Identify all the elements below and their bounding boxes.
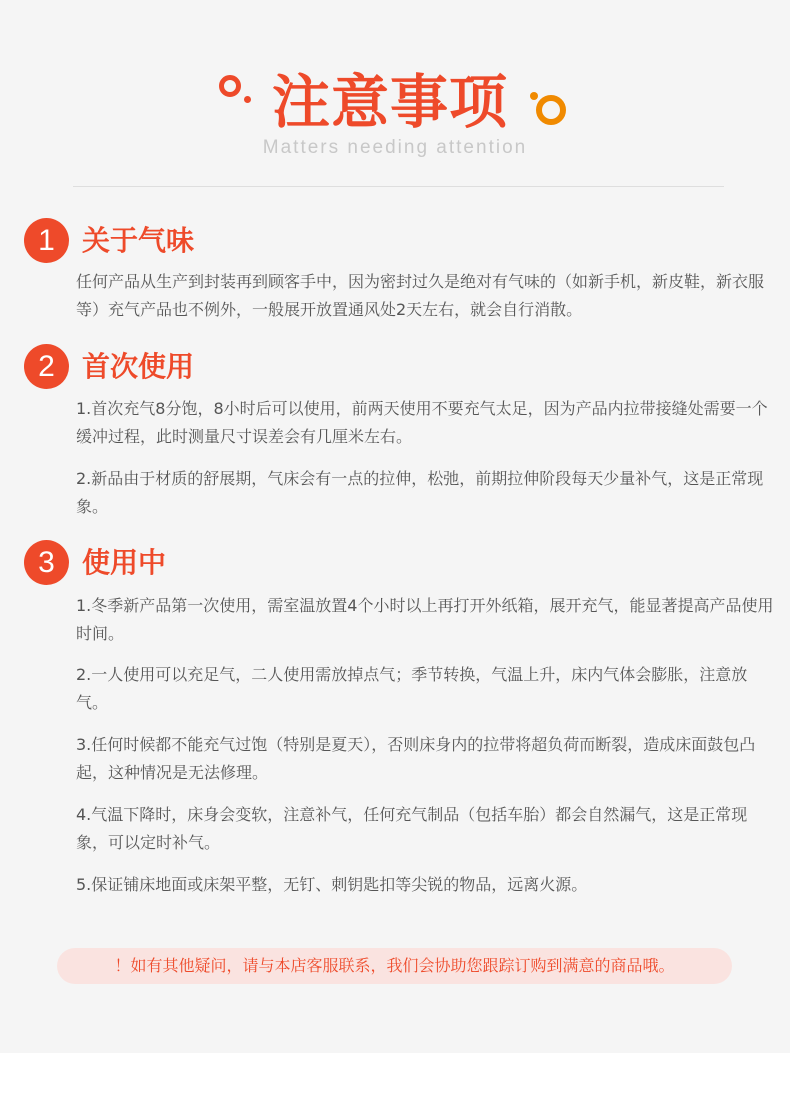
paragraph: 任何产品从生产到封装再到顾客手中，因为密封过久是绝对有气味的（如新手机，新皮鞋，新衣服等）充气产品也不例外，一般展开放置通风处2天左右，就会自行消散。 xyxy=(76,272,765,319)
paragraph: 1.冬季新产品第一次使用，需室温放置4个小时以上再打开外纸箱，展开充气，能显著提高产品使用时间。 xyxy=(76,596,774,643)
circle-decoration-icon xyxy=(219,75,241,97)
paragraph: 4.气温下降时，床身会变软，注意补气，任何充气制品（包括车胎）都会自然漏气，这是正常现象，可以定时补气。 xyxy=(76,805,748,852)
divider xyxy=(73,186,724,187)
paragraph: 1.首次充气8分饱，8小时后可以使用，前两天使用不要充气太足，因为产品内拉带接缝处需要一个缓冲过程，此时测量尺寸误差会有几厘米左右。 xyxy=(76,399,768,446)
section-number-badge: 1 xyxy=(24,218,69,263)
section-title: 使用中 xyxy=(82,546,167,579)
paragraph: 5.保证铺床地面或床架平整，无钉、刺钥匙扣等尖锐的物品，远离火源。 xyxy=(76,875,588,894)
section-title: 首次使用 xyxy=(82,350,195,383)
section-number-badge: 3 xyxy=(24,540,69,585)
section-number-badge: 2 xyxy=(24,344,69,389)
dot-decoration-icon xyxy=(530,92,538,100)
section-title: 关于气味 xyxy=(82,224,195,257)
page-title: 注意事项 xyxy=(272,68,509,136)
dot-decoration-icon xyxy=(244,96,251,103)
title-block xyxy=(0,62,790,142)
page-subtitle: Matters needing attention xyxy=(262,137,528,158)
contact-notice: ！如有其他疑问，请与本店客服联系，我们会协助您跟踪订购到满意的商品哦。 xyxy=(57,948,732,984)
paragraph: 2.新品由于材质的舒展期，气床会有一点的拉伸，松弛，前期拉伸阶段每天少量补气，这是正常现象。 xyxy=(76,469,764,516)
paragraph: 2.一人使用可以充足气，二人使用需放掉点气；季节转换，气温上升，床内气体会膨胀，注意放气。 xyxy=(76,665,748,712)
circle-decoration-icon xyxy=(536,95,566,125)
paragraph: 3.任何时候都不能充气过饱（特别是夏天），否则床身内的拉带将超负荷而断裂，造成床面鼓包凸起，这种情况是无法修理。 xyxy=(76,735,756,782)
